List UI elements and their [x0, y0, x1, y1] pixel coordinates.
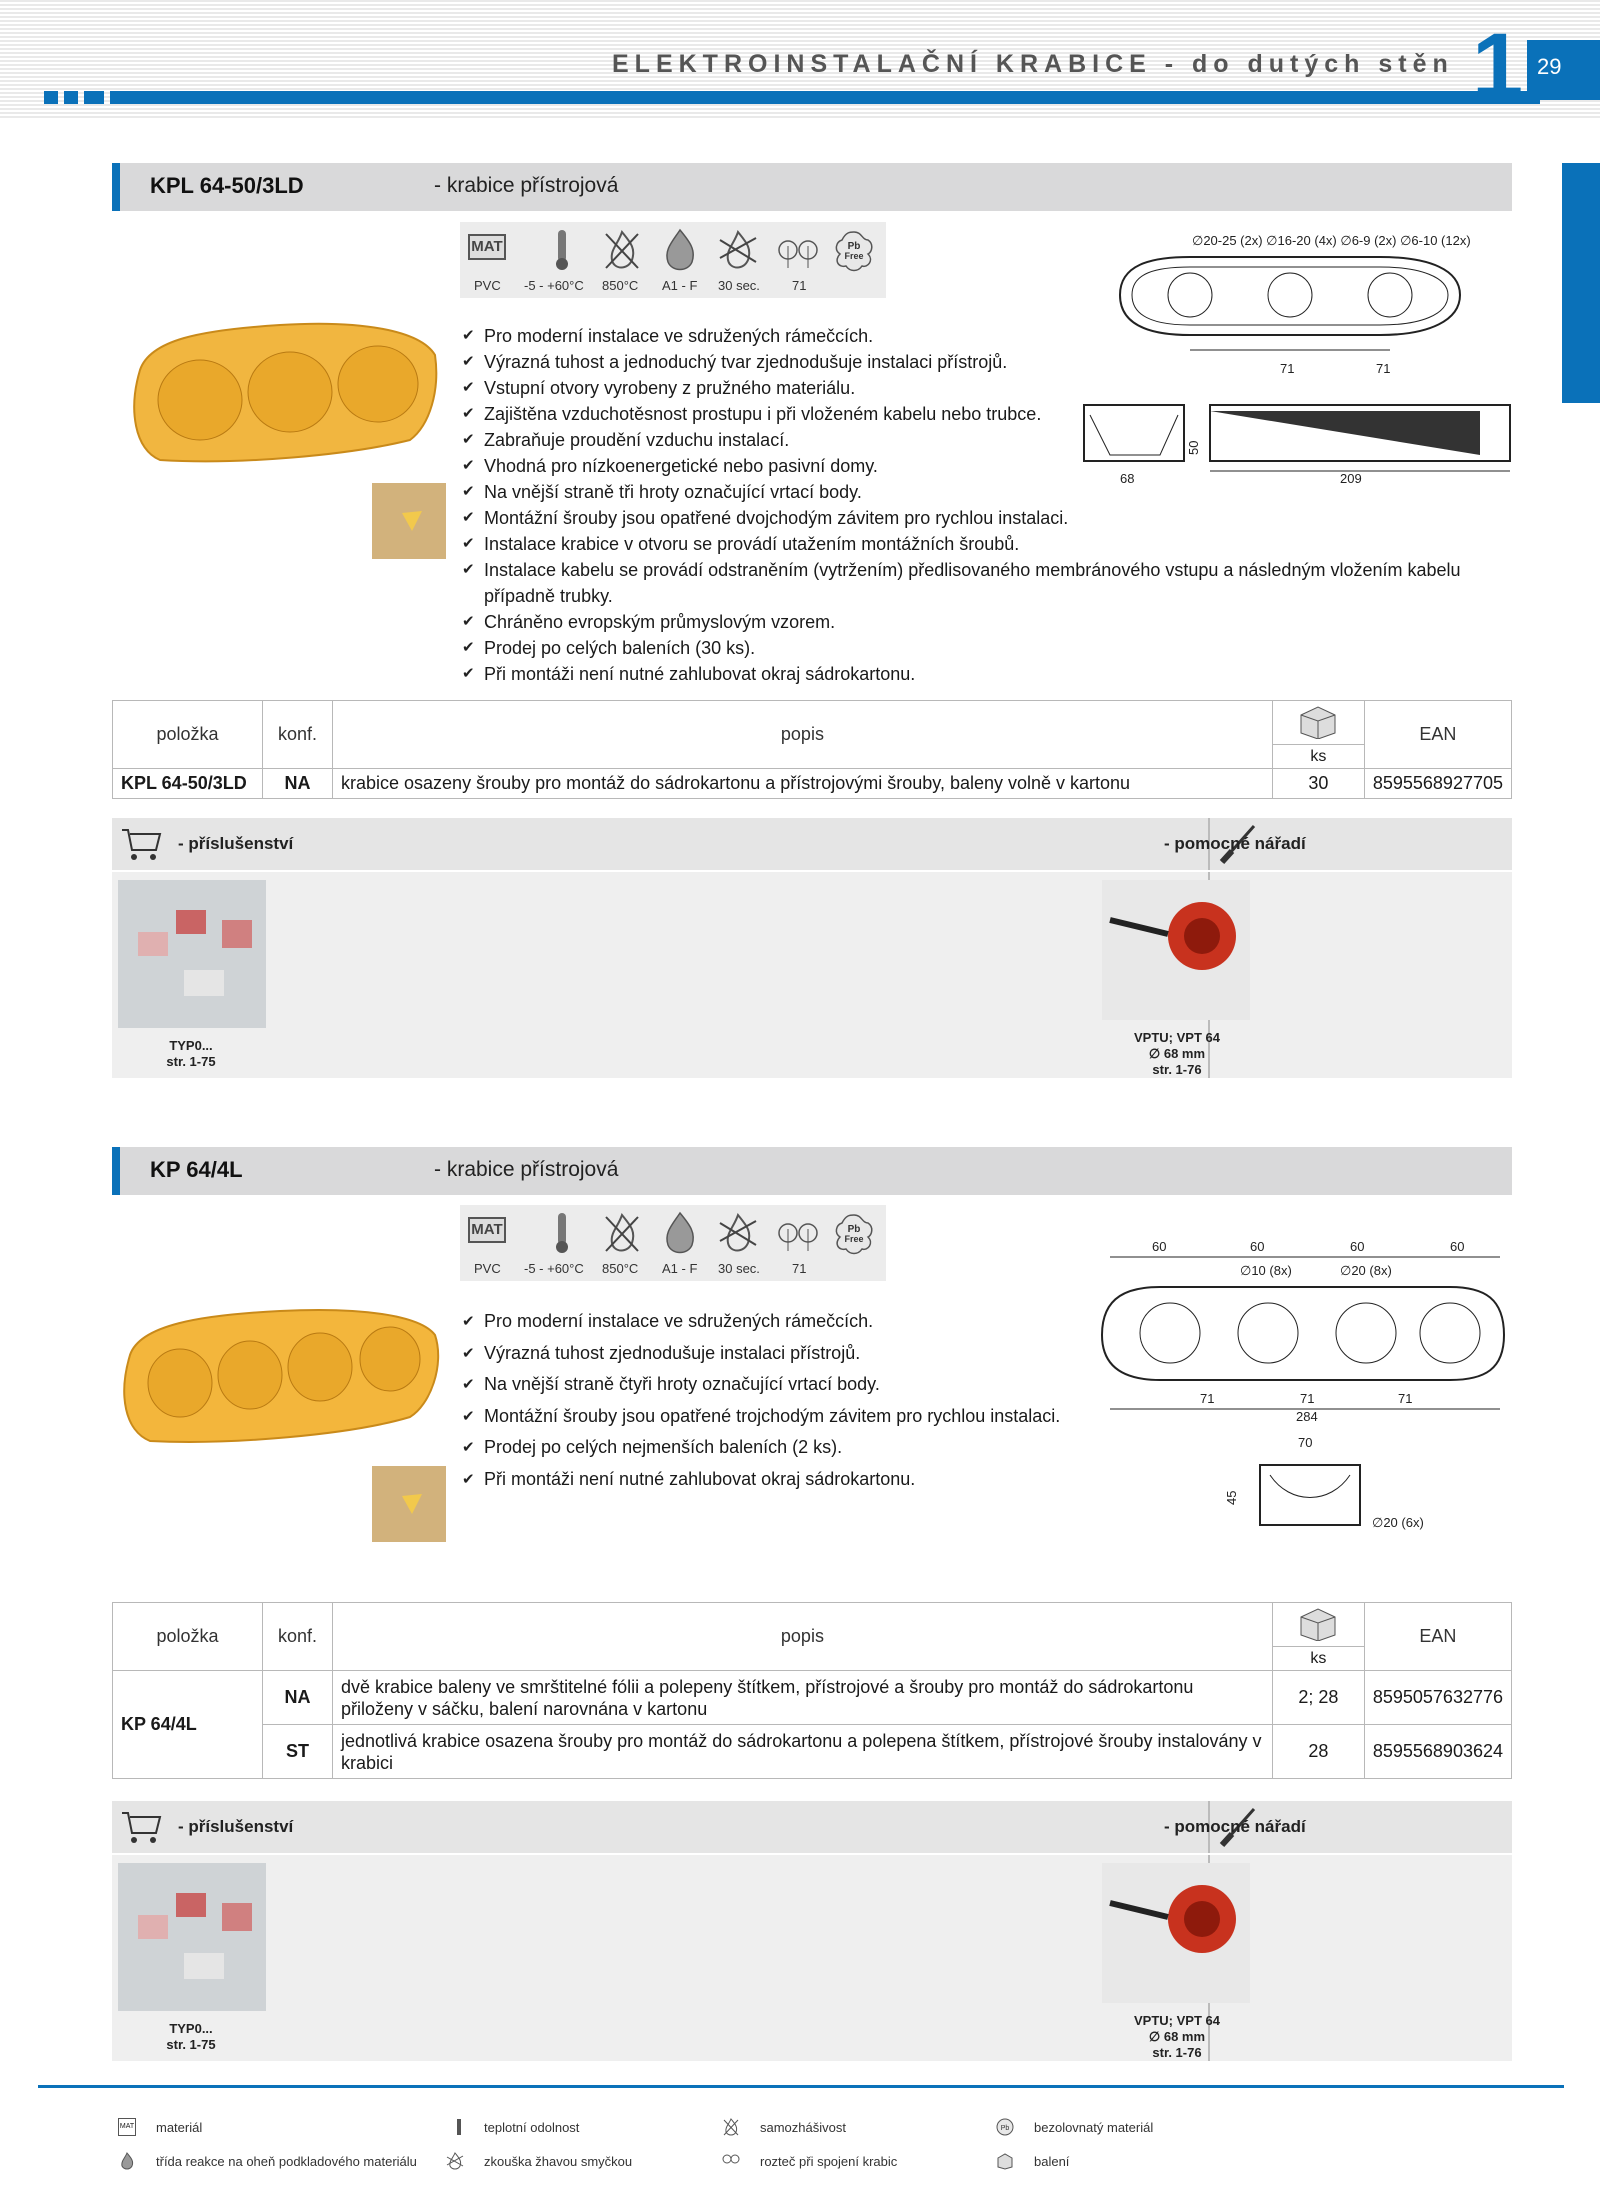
cell-ean: 8595568927705 [1364, 769, 1511, 799]
product-name: KP 64/4L [150, 1157, 243, 1182]
drawing-label: ∅20 (8x) [1340, 1263, 1392, 1278]
feature-item: ✔ Instalace kabelu se provádí odstraněním (vytržením) předlisovaného membránového vstupu a následným vložením kabelu případně trubky. [462, 557, 1512, 609]
drawing-label: ∅20 (6x) [1372, 1515, 1424, 1530]
cell-ks: 2; 28 [1272, 1671, 1364, 1725]
dimension-label: 60 [1152, 1239, 1167, 1254]
icon-label: -5 - +60°C [524, 1261, 584, 1276]
header-square [44, 91, 58, 104]
caption-line: ∅ 68 mm [1148, 1046, 1206, 1061]
table-row [113, 1671, 1512, 1725]
cell-ean: 8595057632776 [1364, 1671, 1511, 1725]
feature-item: ✔ Výrazná tuhost zjednodušuje instalaci přístrojů. [462, 1338, 1162, 1370]
spacing-icon [776, 1211, 820, 1255]
legend-label: zkouška žhavou smyčkou [484, 2154, 633, 2169]
self-extinguish-icon [600, 1211, 644, 1255]
icon-label: 71 [792, 278, 807, 293]
cell-desc: dvě krabice baleny ve smrštitelné fólii a polepeny štítkem, přístrojové a šrouby pro montáž do sádrokartonu přiloženy v sáčku, balení narovnána v kartonu [333, 1671, 1273, 1725]
drawing-label: ∅20-25 (2x) ∅16-20 (4x) ∅6-9 (2x) ∅6-10 (12x) [1192, 233, 1471, 248]
caption-line: VPTU; VPT 64 [1134, 2013, 1220, 2028]
flame-icon [118, 2152, 136, 2170]
tool-photo [1102, 880, 1250, 1020]
product-subtitle: - krabice přístrojová [434, 1158, 619, 1181]
footer-line [38, 2085, 1564, 2088]
col-header: položka [113, 701, 263, 769]
feature-item: ✔ Chráněno evropským průmyslovým vzorem. [462, 609, 1512, 635]
dimension-label: 60 [1350, 1239, 1365, 1254]
self-extinguish-icon [600, 228, 644, 272]
feature-item: ✔ Při montáži není nutné zahlubovat okraj sádrokartonu. [462, 1464, 1162, 1496]
mat-icon: MAT [468, 234, 506, 260]
thermometer-icon [540, 1211, 584, 1255]
feature-item: ✔ Na vnější straně tři hroty označující vrtací body. [462, 479, 1512, 505]
glow-wire-icon [716, 1211, 760, 1255]
icon-label: PVC [474, 1261, 501, 1276]
accessory-photo [118, 1863, 266, 2011]
pb-free-icon [832, 228, 876, 272]
col-header: položka [113, 1603, 263, 1671]
pb-free-icon [996, 2118, 1014, 2136]
header-square [64, 91, 78, 104]
tools-label: - pomocné nářadí [1164, 834, 1306, 853]
legend-label: bezolovnatý materiál [1034, 2120, 1154, 2135]
legend-label: teplotní odolnost [484, 2120, 580, 2135]
glow-wire-icon [446, 2152, 464, 2170]
side-tab [1562, 163, 1600, 403]
feature-item: ✔ Vstupní otvory vyrobeny z pružného materiálu. [462, 375, 1512, 401]
caption-line: str. 1-75 [166, 2037, 216, 2052]
mat-icon: MAT [118, 2118, 136, 2136]
table-row [113, 769, 1512, 799]
cell-desc: krabice osazeny šrouby pro montáž do sádrokartonu a přístrojovými šrouby, baleny volně v kartonu [333, 769, 1273, 799]
cell-ean: 8595568903624 [1364, 1725, 1511, 1779]
svg-text:Pb: Pb [1000, 2125, 1010, 2132]
caption-line: ∅ 68 mm [1148, 2029, 1206, 2044]
dimension-label: 71 [1398, 1391, 1413, 1406]
cell-desc: jednotlivá krabice osazena šrouby pro montáž do sádrokartonu a polepena štítkem, přístrojové šrouby instalovány v krabici [333, 1725, 1273, 1779]
legend-label: třída reakce na oheň podkladového materiálu [156, 2154, 417, 2169]
dimension-label: 71 [1200, 1391, 1215, 1406]
package-icon [1293, 1603, 1343, 1641]
feature-item: ✔ Montážní šrouby jsou opatřené dvojchodým závitem pro rychlou instalaci. [462, 505, 1512, 531]
accessories-bar [112, 818, 1512, 870]
col-header: EAN [1364, 701, 1511, 769]
spacing-icon [776, 228, 820, 272]
product-subtitle: - krabice přístrojová [434, 174, 619, 197]
accessory-photo [118, 880, 266, 1028]
tools-label: - pomocné nářadí [1164, 1817, 1306, 1836]
section-accent [112, 163, 120, 211]
col-header: popis [333, 701, 1273, 769]
svg-text:Pb: Pb [847, 1224, 861, 1235]
dimension-label: 60 [1450, 1239, 1465, 1254]
col-header: konf. [263, 701, 333, 769]
section-header [112, 163, 1512, 211]
feature-item: ✔ Instalace krabice v otvoru se provádí utažením montážních šroubů. [462, 531, 1512, 557]
tool-caption [1072, 2013, 1282, 2061]
col-header: popis [333, 1603, 1273, 1671]
page-title: ELEKTROINSTALAČNÍ KRABICE - do dutých stěn [612, 50, 1454, 78]
tool-caption [1072, 1030, 1282, 1078]
accessory-caption [116, 2021, 266, 2053]
icon-label: 30 sec. [718, 278, 760, 293]
cell-conf: ST [263, 1725, 333, 1779]
feature-item: ✔ Výrazná tuhost a jednoduchý tvar zjednodušuje instalaci přístrojů. [462, 349, 1512, 375]
flame-icon [658, 228, 702, 272]
dimension-label: 209 [1340, 471, 1362, 486]
cell-conf: NA [263, 1671, 333, 1725]
accessories-label: - příslušenství [178, 1817, 294, 1836]
self-extinguish-icon [722, 2118, 740, 2136]
svg-text:Free: Free [844, 251, 864, 261]
cell-item: KPL 64-50/3LD [113, 769, 263, 799]
product-table [112, 1602, 1512, 1779]
icon-label: 71 [792, 1261, 807, 1276]
feature-item: ✔ Na vnější straně čtyři hroty označující vrtací body. [462, 1369, 1162, 1401]
feature-item: ✔ Zajištěna vzduchotěsnost prostupu i při vloženém kabelu nebo trubce. [462, 401, 1512, 427]
thermometer-icon [450, 2118, 468, 2136]
cell-item: KP 64/4L [113, 1671, 263, 1779]
table-row [113, 1725, 1512, 1779]
package-icon [996, 2152, 1014, 2170]
product-photo [110, 1295, 450, 1455]
accessories-area [112, 872, 1512, 1078]
dimension-label: 71 [1376, 361, 1391, 376]
feature-item: ✔ Prodej po celých baleních (30 ks). [462, 635, 1512, 661]
col-header: konf. [263, 1603, 333, 1671]
dimension-label: 50 [1186, 440, 1201, 455]
dimension-label: 70 [1298, 1435, 1313, 1450]
package-icon-cell [1272, 701, 1364, 745]
caption-line: str. 1-76 [1152, 2045, 1202, 2060]
section-header [112, 1147, 1512, 1195]
table-header-row [113, 701, 1512, 745]
feature-list [462, 1306, 1162, 1495]
cell-ks: 28 [1272, 1725, 1364, 1779]
detail-photo [372, 1466, 446, 1542]
legend-label: materiál [156, 2120, 203, 2135]
dimension-label: 68 [1120, 471, 1135, 486]
caption-line: TYP0... [169, 1038, 213, 1053]
product-name: KPL 64-50/3LD [150, 173, 304, 198]
feature-item: ✔ Vhodná pro nízkoenergetické nebo pasivní domy. [462, 453, 1512, 479]
accessory-caption [116, 1038, 266, 1070]
product-photo [120, 310, 450, 480]
legend-label: balení [1034, 2154, 1070, 2169]
dimension-label: 71 [1300, 1391, 1315, 1406]
feature-item: ✔ Pro moderní instalace ve sdružených rámečcích. [462, 1306, 1162, 1338]
cart-icon [120, 1809, 162, 1845]
icon-label: PVC [474, 278, 501, 293]
feature-item: ✔ Při montáži není nutné zahlubovat okraj sádrokartonu. [462, 661, 1512, 687]
dimension-label: 71 [1280, 361, 1295, 376]
icon-label: -5 - +60°C [524, 278, 584, 293]
feature-item: ✔ Montážní šrouby jsou opatřené trojchodým závitem pro rychlou instalaci. [462, 1401, 1162, 1433]
chapter-number: 1 [1472, 15, 1524, 117]
header-bar [110, 91, 1540, 104]
col-header: ks [1272, 745, 1364, 769]
dimension-label: 60 [1250, 1239, 1265, 1254]
col-header: ks [1272, 1647, 1364, 1671]
caption-line: str. 1-75 [166, 1054, 216, 1069]
caption-line: str. 1-76 [1152, 1062, 1202, 1077]
legend-label: rozteč při spojení krabic [760, 2154, 898, 2169]
package-icon-cell [1272, 1603, 1364, 1647]
icon-label: 850°C [602, 1261, 639, 1276]
col-header: EAN [1364, 1603, 1511, 1671]
caption-line: VPTU; VPT 64 [1134, 1030, 1220, 1045]
cart-icon [120, 826, 162, 862]
legend-label: samozhášivost [760, 2120, 846, 2135]
mat-icon: MAT [468, 1217, 506, 1243]
accessories-label: - příslušenství [178, 834, 294, 853]
feature-item: ✔ Zabraňuje proudění vzduchu instalací. [462, 427, 1512, 453]
dimension-label: 45 [1224, 1490, 1239, 1505]
table-header-row [113, 1603, 1512, 1647]
icon-label: 30 sec. [718, 1261, 760, 1276]
tool-photo [1102, 1863, 1250, 2003]
product-table [112, 700, 1512, 799]
accessories-bar [112, 1801, 1512, 1853]
thermometer-icon [540, 228, 584, 272]
feature-list [462, 323, 1512, 687]
header-square [84, 91, 104, 104]
property-icons [460, 1205, 886, 1281]
property-icons [460, 222, 886, 298]
page-number: 29 [1527, 40, 1600, 100]
icon-label: 850°C [602, 278, 639, 293]
drawing-label: ∅10 (8x) [1240, 1263, 1292, 1278]
caption-line: TYP0... [169, 2021, 213, 2036]
pb-free-icon [832, 1211, 876, 1255]
package-icon [1293, 701, 1343, 739]
cell-ks: 30 [1272, 769, 1364, 799]
spacing-icon [722, 2152, 740, 2170]
accessories-area [112, 1855, 1512, 2061]
icon-label: A1 - F [662, 278, 698, 293]
svg-text:Pb: Pb [847, 241, 861, 252]
detail-photo [372, 483, 446, 559]
cell-conf: NA [263, 769, 333, 799]
section-accent [112, 1147, 120, 1195]
flame-icon [658, 1211, 702, 1255]
feature-item: ✔ Prodej po celých nejmenších baleních (2 ks). [462, 1432, 1162, 1464]
feature-item: ✔ Pro moderní instalace ve sdružených rámečcích. [462, 323, 1512, 349]
icon-label: A1 - F [662, 1261, 698, 1276]
svg-text:Free: Free [844, 1234, 864, 1244]
glow-wire-icon [716, 228, 760, 272]
dimension-label: 284 [1296, 1409, 1318, 1424]
